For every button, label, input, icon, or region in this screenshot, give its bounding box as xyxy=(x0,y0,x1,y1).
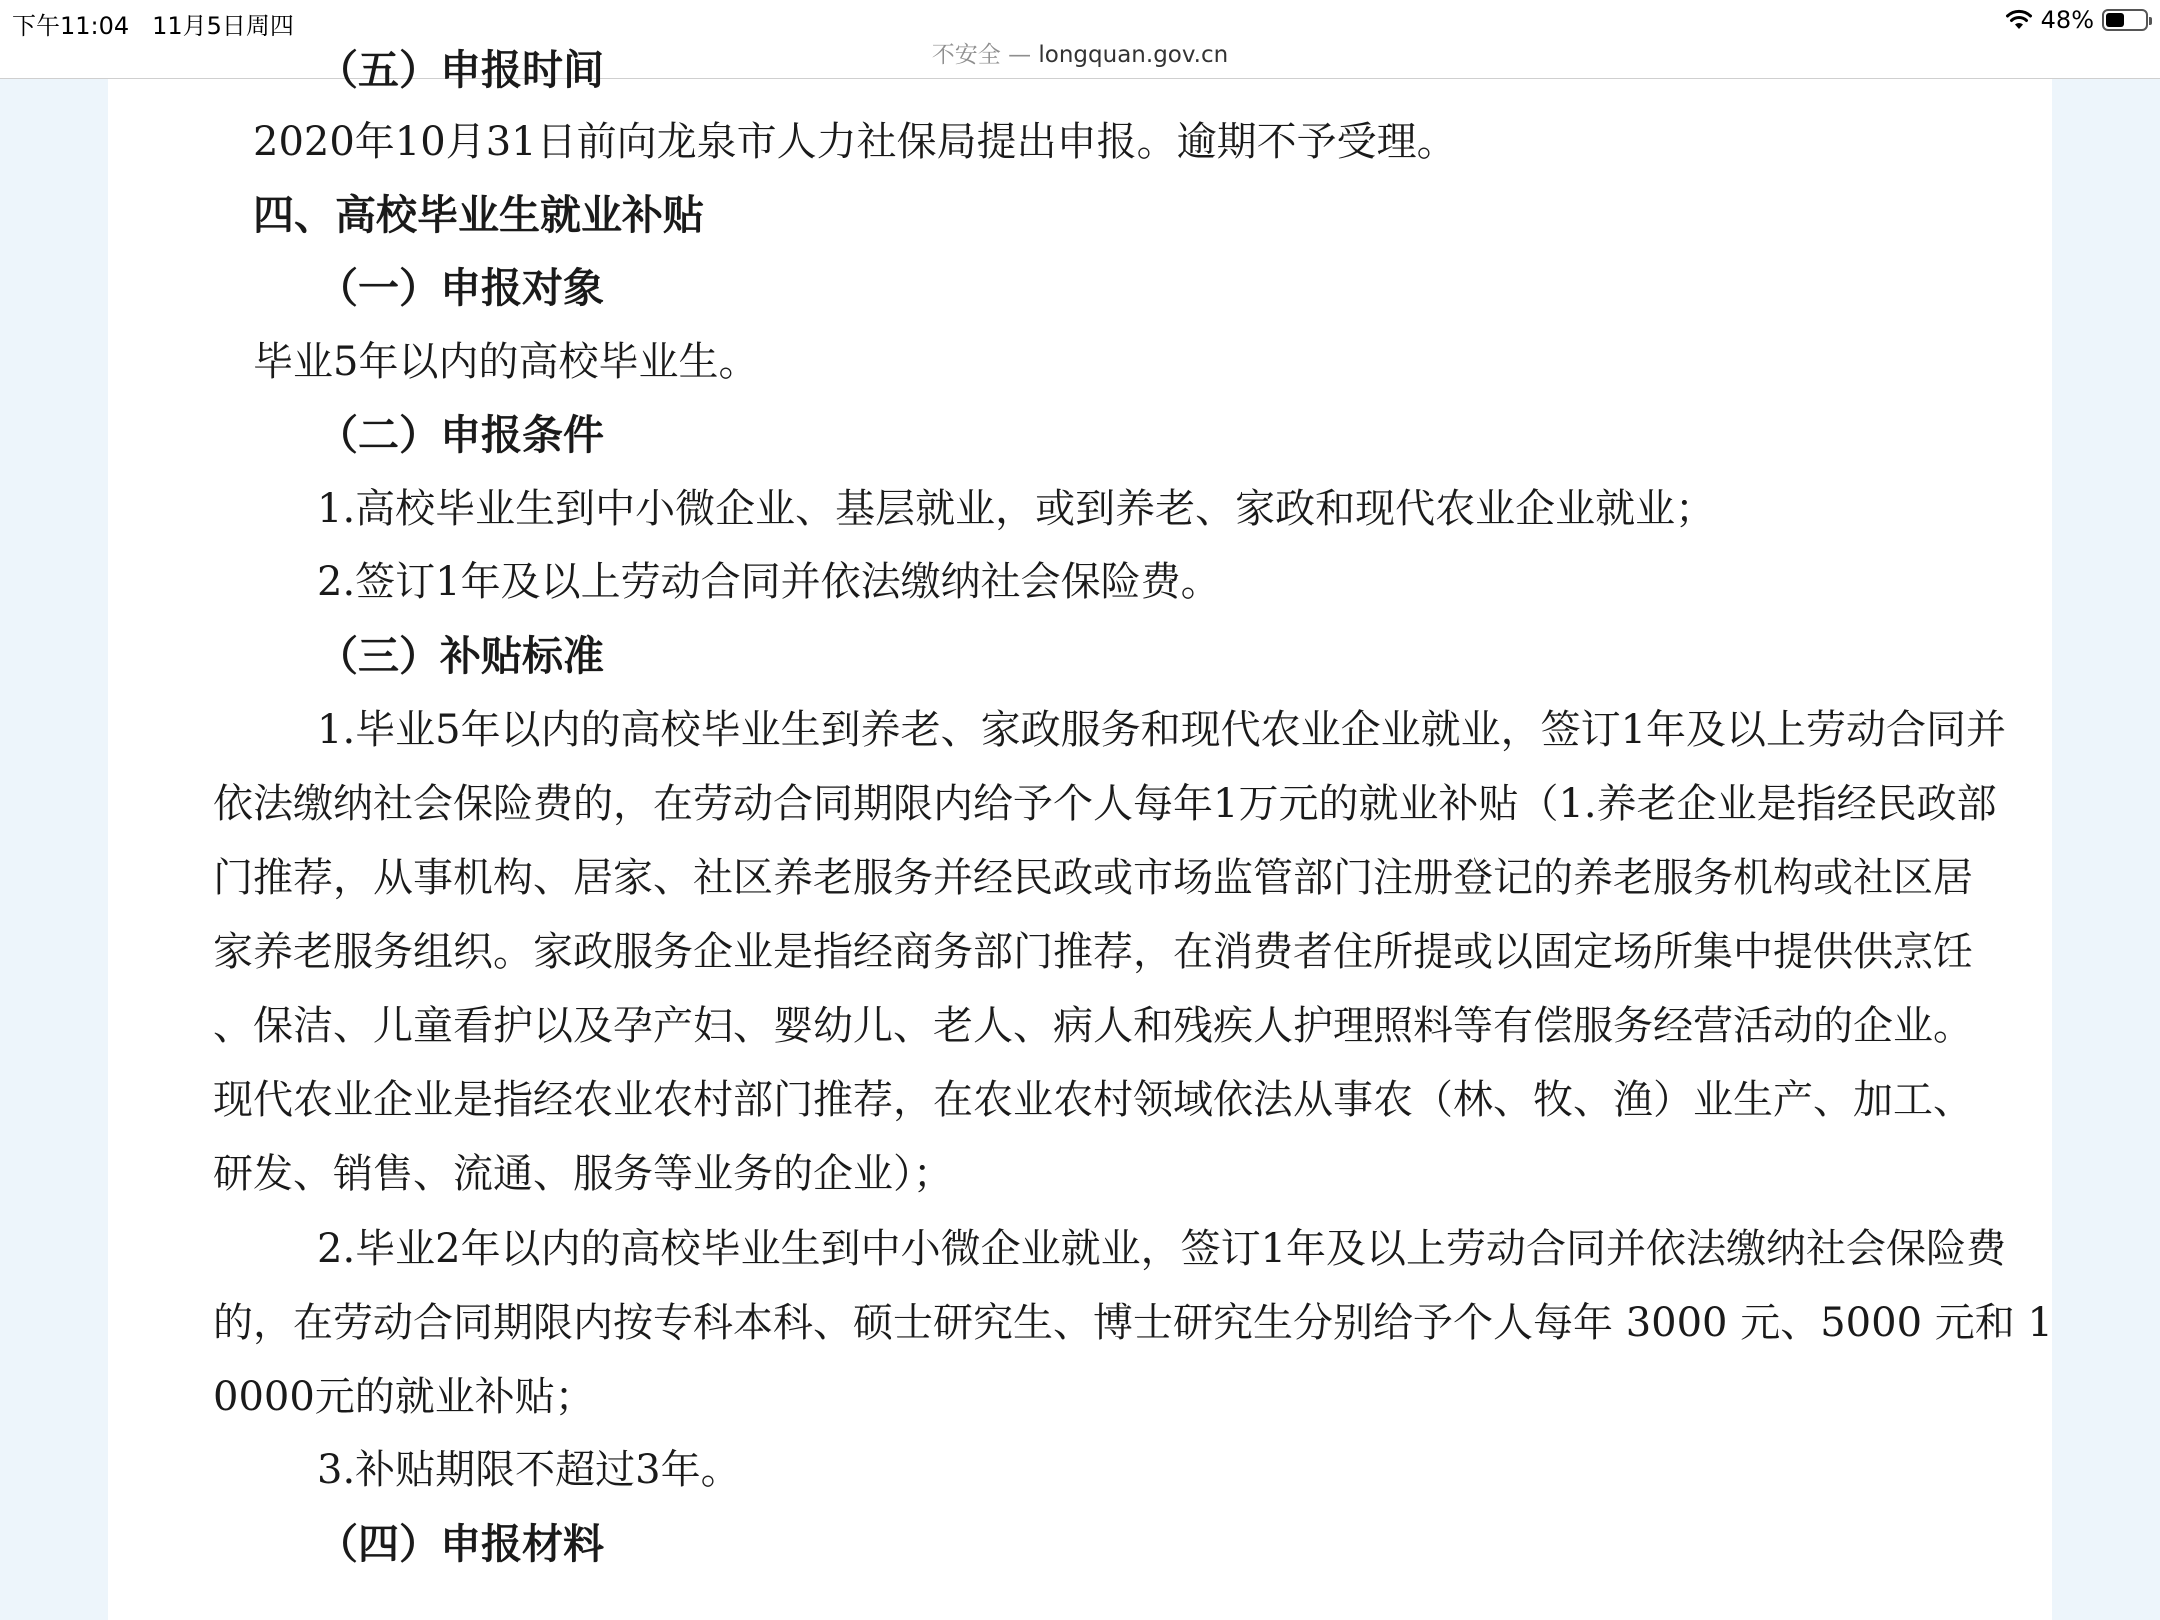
battery-tip xyxy=(2149,17,2152,25)
status-time: 下午11:04 xyxy=(12,12,130,40)
standard-item-1-line-5: 、保洁、儿童看护以及孕产妇、婴幼儿、老人、病人和残疾人护理照料等有偿服务经营活动的企业。 xyxy=(213,1003,1973,1049)
standard-item-1-line-1: 1.毕业5年以内的高校毕业生到养老、家政服务和现代农业企业就业，签订1年及以上劳动合同并 xyxy=(317,707,2007,753)
status-time-date xyxy=(12,6,294,41)
battery-percent: 48% xyxy=(2040,6,2094,34)
condition-item-2: 2.签订1年及以上劳动合同并依法缴纳社会保险费。 xyxy=(317,559,1221,605)
paragraph-applicants: 毕业5年以内的高校毕业生。 xyxy=(253,339,759,385)
paragraph-deadline: 2020年10月31日前向龙泉市人力社保局提出申报。逾期不予受理。 xyxy=(253,119,1457,165)
standard-item-1-line-2: 依法缴纳社会保险费的，在劳动合同期限内给予个人每年1万元的就业补贴（1.养老企业是指经民政部 xyxy=(213,781,1997,827)
standard-item-2-line-2: 的，在劳动合同期限内按专科本科、硕士研究生、博士研究生分别给予个人每年 3000 元、5000 元和 1 xyxy=(213,1300,2053,1346)
standard-item-1-line-6: 现代农业企业是指经农业农村部门推荐，在农业农村领域依法从事农（林、牧、渔）业生产、加工、 xyxy=(213,1077,1973,1123)
heading-conditions: （二）申报条件 xyxy=(317,411,604,459)
security-label: 不安全 xyxy=(931,42,1001,68)
condition-item-1: 1.高校毕业生到中小微企业、基层就业，或到养老、家政和现代农业企业就业； xyxy=(317,486,1716,532)
wifi-icon xyxy=(2005,9,2033,31)
status-bar xyxy=(0,0,2160,40)
standard-item-2-line-1: 2.毕业2年以内的高校毕业生到中小微企业就业，签订1年及以上劳动合同并依法缴纳社会保险费 xyxy=(317,1226,2007,1272)
status-indicators xyxy=(2005,6,2148,34)
standard-item-1-line-3: 门推荐，从事机构、居家、社区养老服务并经民政或市场监管部门注册登记的养老服务机构或社区居 xyxy=(213,855,1973,901)
heading-subsidy-standard: （三）补贴标准 xyxy=(317,632,604,680)
heading-application-materials: （四）申报材料 xyxy=(317,1520,604,1568)
standard-item-3: 3.补贴期限不超过3年。 xyxy=(317,1447,741,1493)
section-heading-graduate-subsidy: 四、高校毕业生就业补贴 xyxy=(253,191,704,239)
battery-icon xyxy=(2102,9,2148,31)
url-separator: — xyxy=(1000,42,1039,68)
standard-item-1-line-4: 家养老服务组织。家政服务企业是指经商务部门推荐，在消费者住所提或以固定场所集中提供供烹饪 xyxy=(213,929,1973,975)
battery-fill xyxy=(2106,13,2124,27)
standard-item-1-line-7: 研发、销售、流通、服务等业务的企业）； xyxy=(213,1151,953,1197)
status-date: 11月5日周四 xyxy=(152,12,294,40)
heading-applicants: （一）申报对象 xyxy=(317,264,604,312)
heading-application-time: （五）申报时间 xyxy=(317,46,604,94)
url-host: longquan.gov.cn xyxy=(1038,42,1229,68)
standard-item-2-line-3: 0000元的就业补贴； xyxy=(213,1374,595,1420)
